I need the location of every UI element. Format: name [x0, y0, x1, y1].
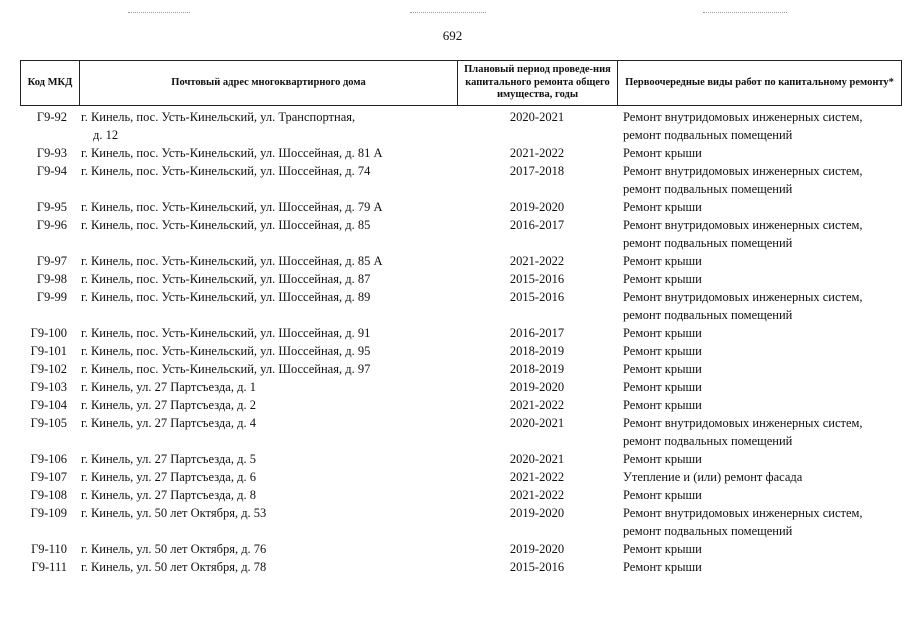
mkd-code: Г9-105: [30, 416, 67, 430]
address-cell: [79, 450, 457, 468]
work-type: Ремонт крыши: [623, 542, 702, 556]
table-row: [20, 252, 902, 270]
mkd-code: Г9-110: [31, 542, 67, 556]
mkd-code: Г9-92: [36, 110, 67, 124]
table-row: [20, 378, 902, 396]
repair-period: 2020-2021: [509, 110, 565, 124]
table-row: [20, 342, 902, 360]
work-type: Ремонт внутридомовых инженерных систем,: [623, 110, 863, 124]
mkd-code: Г9-98: [36, 272, 67, 286]
address: г. Кинель, пос. Усть-Кинельский, ул. Шоссейная, д. 95: [81, 344, 371, 358]
table-row: [20, 288, 902, 324]
repair-period: 2021-2022: [509, 398, 565, 412]
repair-period: 2018-2019: [509, 344, 565, 358]
table-row: [20, 144, 902, 162]
table-row: [20, 216, 902, 252]
works-cell: [617, 414, 900, 450]
address-cell: [79, 216, 457, 252]
mkd-code: Г9-106: [30, 452, 67, 466]
repair-period: 2020-2021: [509, 416, 565, 430]
work-type: Ремонт внутридомовых инженерных систем,: [623, 164, 863, 178]
address: г. Кинель, пос. Усть-Кинельский, ул. Шоссейная, д. 89: [81, 290, 371, 304]
address: г. Кинель, пос. Усть-Кинельский, ул. Шоссейная, д. 87: [81, 272, 371, 286]
work-type: Утепление и (или) ремонт фасада: [623, 470, 803, 484]
mkd-code: Г9-104: [30, 398, 67, 412]
table-row: [20, 198, 902, 216]
repair-period: 2015-2016: [509, 560, 565, 574]
work-type: Ремонт крыши: [623, 560, 702, 574]
work-type: Ремонт крыши: [623, 380, 702, 394]
mkd-code: Г9-99: [36, 290, 67, 304]
work-type: ремонт подвальных помещений: [623, 182, 793, 196]
works-cell: [617, 540, 900, 558]
mkd-code: Г9-109: [30, 506, 67, 520]
address-cell: [79, 288, 457, 324]
address-cell: [79, 540, 457, 558]
works-cell: [617, 252, 900, 270]
repair-period: 2019-2020: [509, 542, 565, 556]
work-type: Ремонт крыши: [623, 452, 702, 466]
address-cell: [79, 396, 457, 414]
address-cell: [79, 342, 457, 360]
work-type: Ремонт крыши: [623, 254, 702, 268]
works-cell: [617, 360, 900, 378]
work-type: Ремонт крыши: [623, 344, 702, 358]
table-row: [20, 558, 902, 576]
address: г. Кинель, ул. 50 лет Октября, д. 53: [81, 506, 267, 520]
table-row: [20, 414, 902, 450]
mkd-code: Г9-96: [36, 218, 67, 232]
mkd-code: Г9-95: [36, 200, 67, 214]
mkd-code: Г9-103: [30, 380, 67, 394]
table-row: [20, 108, 902, 144]
address-cell: [79, 252, 457, 270]
repair-period: 2016-2017: [509, 218, 565, 232]
table-row: [20, 504, 902, 540]
address: г. Кинель, пос. Усть-Кинельский, ул. Шоссейная, д. 97: [81, 362, 371, 376]
address: г. Кинель, ул. 27 Партсъезда, д. 8: [81, 488, 256, 502]
page-number: 692: [442, 28, 463, 43]
table-row: [20, 540, 902, 558]
header-code: Код МКД: [21, 61, 80, 105]
address: г. Кинель, пос. Усть-Кинельский, ул. Шоссейная, д. 85: [81, 218, 371, 232]
works-cell: [617, 216, 900, 252]
work-type: Ремонт внутридомовых инженерных систем,: [623, 416, 863, 430]
table-row: [20, 360, 902, 378]
address: г. Кинель, ул. 27 Партсъезда, д. 2: [81, 398, 256, 412]
repair-period: 2015-2016: [509, 272, 565, 286]
repair-period: 2021-2022: [509, 254, 565, 268]
address-cell: [79, 558, 457, 576]
work-type: Ремонт крыши: [623, 398, 702, 412]
address-cell: [79, 162, 457, 198]
address-continuation: д. 12: [93, 128, 119, 142]
works-cell: [617, 324, 900, 342]
work-type: Ремонт внутридомовых инженерных систем,: [623, 506, 863, 520]
table-row: [20, 162, 902, 198]
mkd-code: Г9-111: [31, 560, 67, 574]
table-row: [20, 468, 902, 486]
work-type: ремонт подвальных помещений: [623, 524, 793, 538]
address: г. Кинель, пос. Усть-Кинельский, ул. Шоссейная, д. 74: [81, 164, 371, 178]
works-cell: [617, 144, 900, 162]
work-type: ремонт подвальных помещений: [623, 434, 793, 448]
table-body: [20, 108, 902, 576]
address: г. Кинель, ул. 27 Партсъезда, д. 4: [81, 416, 256, 430]
address-cell: [79, 108, 457, 144]
repair-period: 2015-2016: [509, 290, 565, 304]
header-works: Первоочередные виды работ по капитальному ремонту*: [625, 76, 894, 88]
works-cell: [617, 198, 900, 216]
mkd-code: Г9-107: [30, 470, 67, 484]
work-type: Ремонт крыши: [623, 488, 702, 502]
address: г. Кинель, пос. Усть-Кинельский, ул. Шоссейная, д. 85 А: [81, 254, 383, 268]
works-cell: [617, 396, 900, 414]
address: г. Кинель, ул. 27 Партсъезда, д. 6: [81, 470, 256, 484]
works-cell: [617, 378, 900, 396]
address-cell: [79, 486, 457, 504]
works-cell: [617, 450, 900, 468]
work-type: Ремонт внутридомовых инженерных систем,: [623, 290, 863, 304]
table-row: [20, 396, 902, 414]
address-cell: [79, 378, 457, 396]
repair-period: 2018-2019: [509, 362, 565, 376]
repair-period: 2019-2020: [509, 200, 565, 214]
work-type: ремонт подвальных помещений: [623, 128, 793, 142]
repair-period: 2019-2020: [509, 380, 565, 394]
address: г. Кинель, ул. 50 лет Октября, д. 78: [81, 560, 267, 574]
works-cell: [617, 162, 900, 198]
address: г. Кинель, пос. Усть-Кинельский, ул. Транспортная,: [81, 110, 356, 124]
address: г. Кинель, пос. Усть-Кинельский, ул. Шоссейная, д. 79 А: [81, 200, 383, 214]
scan-artifact: [703, 12, 787, 14]
address-cell: [79, 504, 457, 540]
repair-period: 2019-2020: [509, 506, 565, 520]
address: г. Кинель, ул. 27 Партсъезда, д. 1: [81, 380, 256, 394]
repair-period: 2017-2018: [509, 164, 565, 178]
mkd-code: Г9-101: [30, 344, 67, 358]
table-row: [20, 450, 902, 468]
address-cell: [79, 324, 457, 342]
mkd-code: Г9-108: [30, 488, 67, 502]
works-cell: [617, 486, 900, 504]
works-cell: [617, 108, 900, 144]
mkd-code: Г9-102: [30, 362, 67, 376]
address-cell: [79, 414, 457, 450]
works-cell: [617, 288, 900, 324]
mkd-code: Г9-94: [36, 164, 67, 178]
scan-artifact: [410, 12, 486, 14]
mkd-code: Г9-100: [30, 326, 67, 340]
repair-period: 2021-2022: [509, 470, 565, 484]
repair-period: 2021-2022: [509, 146, 565, 160]
header-address: Почтовый адрес многоквартирного дома: [80, 61, 458, 105]
works-cell: [617, 504, 900, 540]
address-cell: [79, 144, 457, 162]
address: г. Кинель, пос. Усть-Кинельский, ул. Шоссейная, д. 91: [81, 326, 371, 340]
work-type: Ремонт внутридомовых инженерных систем,: [623, 218, 863, 232]
repair-period: 2021-2022: [509, 488, 565, 502]
repair-period: 2020-2021: [509, 452, 565, 466]
address: г. Кинель, пос. Усть-Кинельский, ул. Шоссейная, д. 81 А: [81, 146, 383, 160]
work-type: Ремонт крыши: [623, 146, 702, 160]
work-type: Ремонт крыши: [623, 200, 702, 214]
address-cell: [79, 198, 457, 216]
work-type: Ремонт крыши: [623, 362, 702, 376]
address: г. Кинель, ул. 50 лет Октября, д. 76: [81, 542, 267, 556]
address-cell: [79, 360, 457, 378]
work-type: Ремонт крыши: [623, 326, 702, 340]
work-type: ремонт подвальных помещений: [623, 236, 793, 250]
header-period: Плановый период проведе-ния капитального ремонта общего имущества, годы: [458, 61, 618, 105]
works-cell: [617, 468, 900, 486]
works-cell: [617, 342, 900, 360]
repair-period: 2016-2017: [509, 326, 565, 340]
work-type: Ремонт крыши: [623, 272, 702, 286]
address-cell: [79, 468, 457, 486]
scan-artifact: [128, 12, 190, 14]
mkd-code: Г9-93: [36, 146, 67, 160]
table-row: [20, 324, 902, 342]
table-row: [20, 270, 902, 288]
address: г. Кинель, ул. 27 Партсъезда, д. 5: [81, 452, 256, 466]
address-cell: [79, 270, 457, 288]
works-cell: [617, 558, 900, 576]
work-type: ремонт подвальных помещений: [623, 308, 793, 322]
table-row: [20, 486, 902, 504]
table-header: [20, 60, 902, 106]
works-cell: [617, 270, 900, 288]
mkd-code: Г9-97: [36, 254, 67, 268]
